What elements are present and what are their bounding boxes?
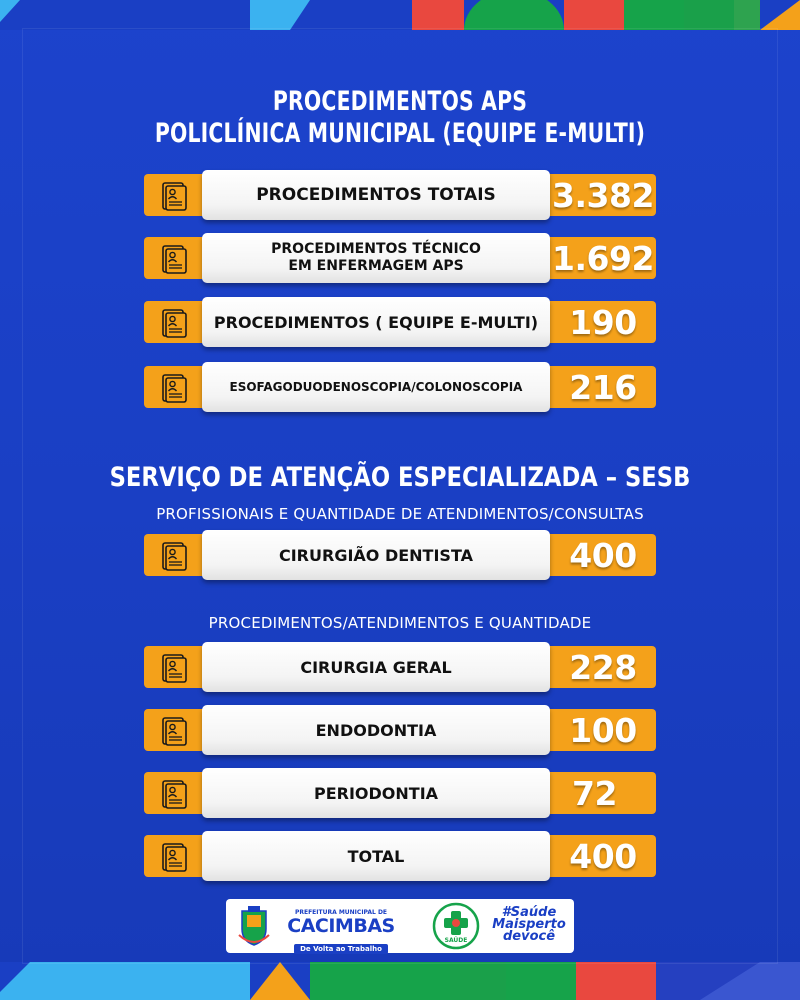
document-profile-icon bbox=[160, 842, 188, 872]
document-profile-icon bbox=[160, 181, 188, 211]
proc-row-total bbox=[144, 831, 656, 879]
aps-row-enfermagem bbox=[144, 233, 656, 281]
prefeitura-brand: PREFEITURA MUNICIPAL DE CACIMBAS De Volta ao Trabalho bbox=[287, 909, 395, 953]
saude-label: SAÚDE bbox=[444, 937, 468, 944]
document-profile-icon bbox=[160, 541, 188, 571]
title-line-2: POLICLÍNICA MUNICIPAL (EQUIPE E-MULTI) bbox=[154, 118, 646, 149]
aps-row-emulti bbox=[144, 297, 656, 345]
proc-row-endodontia bbox=[144, 705, 656, 753]
content-frame bbox=[22, 28, 778, 964]
aps-row-totais bbox=[144, 170, 656, 218]
row-value: 216 bbox=[569, 367, 637, 407]
document-profile-icon bbox=[160, 373, 188, 403]
procedures-subtitle-block bbox=[0, 614, 800, 632]
row-label: ENDODONTIA bbox=[202, 705, 550, 755]
row-label: PROCEDIMENTOS TÉCNICO EM ENFERMAGEM APS bbox=[202, 233, 550, 283]
sesb-row-dentista bbox=[144, 530, 656, 578]
row-value: 190 bbox=[569, 302, 637, 342]
prefeitura-logo bbox=[236, 903, 406, 953]
row-label: PROCEDIMENTOS ( EQUIPE E-MULTI) bbox=[202, 297, 550, 347]
sesb-subtitle: PROFISSIONAIS E QUANTIDADE DE ATENDIMENTOS/CONSULTAS bbox=[156, 505, 644, 523]
sesb-subtitle-block bbox=[0, 505, 800, 523]
row-label: CIRURGIA GERAL bbox=[202, 642, 550, 692]
row-label: CIRURGIÃO DENTISTA bbox=[202, 530, 550, 580]
sesb-title: SERVIÇO DE ATENÇÃO ESPECIALIZADA – SESB bbox=[109, 462, 691, 493]
row-label: PERIODONTIA bbox=[202, 768, 550, 818]
procedures-subtitle: PROCEDIMENTOS/ATENDIMENTOS E QUANTIDADE bbox=[208, 614, 592, 632]
footer-logos bbox=[226, 899, 574, 953]
proc-row-cirurgia bbox=[144, 642, 656, 690]
row-value: 1.692 bbox=[552, 238, 654, 278]
bottom-decoration bbox=[0, 962, 800, 1000]
row-value: 100 bbox=[569, 710, 637, 750]
row-value: 400 bbox=[569, 535, 637, 575]
sesb-header bbox=[0, 462, 800, 493]
saude-logo bbox=[432, 902, 480, 950]
row-label: TOTAL bbox=[202, 831, 550, 881]
page-title bbox=[0, 86, 800, 150]
row-value: 3.382 bbox=[552, 175, 654, 215]
document-profile-icon bbox=[160, 244, 188, 274]
row-label: PROCEDIMENTOS TOTAIS bbox=[202, 170, 550, 220]
document-profile-icon bbox=[160, 308, 188, 338]
top-decoration bbox=[0, 0, 800, 30]
row-value: 72 bbox=[572, 773, 617, 813]
document-profile-icon bbox=[160, 716, 188, 746]
title-line-1: PROCEDIMENTOS APS bbox=[272, 86, 528, 117]
document-profile-icon bbox=[160, 779, 188, 809]
proc-row-periodontia bbox=[144, 768, 656, 816]
aps-row-endoscopia bbox=[144, 362, 656, 410]
document-profile-icon bbox=[160, 653, 188, 683]
hashtag-logo: #Saúde Maisperto devocê bbox=[492, 905, 566, 944]
coat-of-arms-icon bbox=[236, 905, 272, 947]
row-label: ESOFAGODUODENOSCOPIA/COLONOSCOPIA bbox=[202, 362, 550, 412]
row-value: 400 bbox=[569, 836, 637, 876]
row-value: 228 bbox=[569, 647, 637, 687]
